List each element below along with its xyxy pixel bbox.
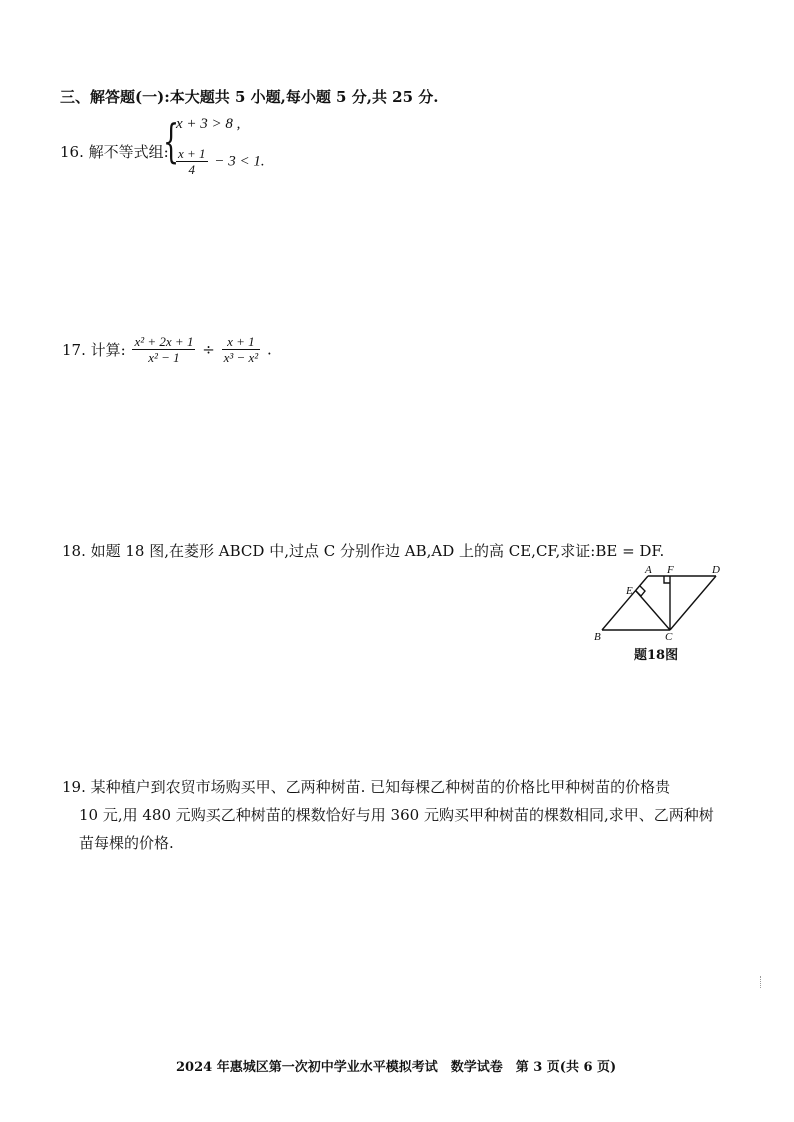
q16-inequality-2-rest: − 3 < 1. [214, 153, 265, 170]
margin-dots [760, 976, 762, 988]
q17-fraction-2 [222, 334, 261, 365]
q19-line-1: 19. 某种植户到农贸市场购买甲、乙两种树苗. 已知每棵乙种树苗的价格比甲种树苗的价格贵 [62, 778, 671, 796]
q17-frac2-denominator: x³ − x² [223, 350, 259, 365]
q17-frac2-numerator: x + 1 [222, 334, 261, 350]
right-angle-f [664, 576, 670, 583]
q17-divide-sign: ÷ [202, 340, 215, 359]
q17-period: . [266, 340, 272, 359]
q17-frac1-denominator: x² − 1 [148, 350, 180, 365]
question-17 [62, 334, 272, 365]
edge-dc [670, 576, 716, 630]
q18-text: 18. 如题 18 图,在菱形 ABCD 中,过点 C 分别作边 AB,AD 上的高 CE,CF,求证:BE = DF. [62, 542, 665, 560]
label-a: A [645, 564, 652, 576]
page-footer: 2024 年惠城区第一次初中学业水平模拟考试 数学试卷 第 3 页(共 6 页) [176, 1060, 617, 1075]
label-e: E [626, 585, 633, 597]
q19-line-2: 10 元,用 480 元购买乙种树苗的棵数恰好与用 360 元购买甲种树苗的棵数相同,求甲、乙两种树 [79, 806, 714, 824]
q17-frac1-numerator: x² + 2x + 1 [134, 334, 194, 349]
q19-line-3: 苗每棵的价格. [79, 834, 174, 852]
section-heading: 三、解答题(一):本大题共 5 小题,每小题 5 分,共 25 分. [60, 88, 439, 106]
figure-caption: 题18图 [634, 648, 679, 663]
q16-label: 16. 解不等式组: [60, 143, 169, 161]
q18-figure [586, 564, 726, 664]
q16-fraction [176, 146, 208, 177]
label-b: B [594, 631, 601, 643]
q16-inequality-1: x + 3 > 8 , [176, 116, 241, 132]
q16-frac-numerator: x + 1 [178, 146, 206, 161]
q16-frac-denominator: 4 [188, 162, 196, 177]
q17-label: 17. 计算: [62, 341, 126, 359]
q17-fraction-1 [132, 334, 195, 365]
edge-ab [602, 576, 648, 630]
q16-inequality-2 [174, 146, 265, 177]
label-c: C [665, 631, 673, 643]
label-d: D [712, 564, 720, 576]
q16-brace: { [163, 114, 180, 168]
label-f: F [667, 564, 674, 576]
